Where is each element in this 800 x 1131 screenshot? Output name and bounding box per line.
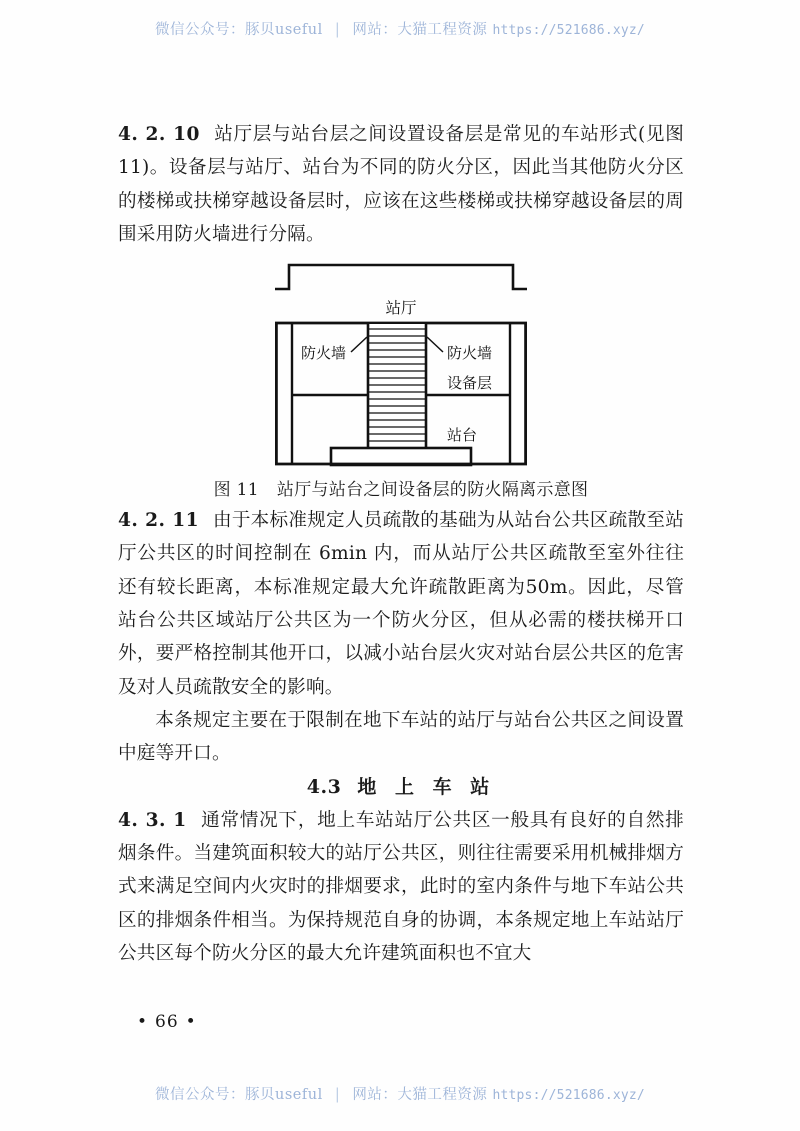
roof-outline bbox=[275, 265, 527, 289]
watermark-wechat-label: 微信公众号：豚贝useful bbox=[155, 22, 323, 38]
section-heading-4-3 bbox=[118, 771, 684, 804]
page-number bbox=[130, 1012, 204, 1032]
section-heading-title: 地 上 车 站 bbox=[357, 775, 496, 798]
section-heading-number: 4.3 bbox=[306, 775, 342, 798]
clause-text-4-2-11: 由于本标准规定人员疏散的基础为从站台公共区疏散至站厅公共区的时间控制在 6min 内，而从站厅公共区疏散至室外往往还有较长距离，本标准规定最大允许疏散距离为50m。因此，尽管站台公共区域站厅公共区为一个防火分区，但从必需的楼扶梯开口外，要严格控制其他开口，以减小站台层火灾对站台层公共区的危害及对人员疏散安全的影响。 bbox=[118, 510, 684, 698]
page-number-value: 66 bbox=[155, 1012, 179, 1032]
clause-4-2-10 bbox=[118, 118, 684, 251]
watermark-site-label: 网站：大猫工程资源 bbox=[352, 1087, 488, 1103]
clause-4-2-11-paragraph-2 bbox=[118, 704, 684, 771]
watermark-wechat-label: 微信公众号：豚贝useful bbox=[155, 1087, 323, 1103]
figure-caption-title: 站厅与站台之间设备层的防火隔离示意图 bbox=[276, 480, 589, 501]
leader-firewall-left bbox=[351, 337, 367, 352]
clause-number-4-2-11: 4. 2. 11 bbox=[118, 510, 199, 532]
label-platform: 站台 bbox=[447, 426, 478, 445]
clause-number-4-3-1: 4. 3. 1 bbox=[118, 809, 187, 831]
clause-text-4-3-1: 通常情况下，地上车站站厅公共区一般具有良好的自然排烟条件。当建筑面积较大的站厅公共区，则往往需要采用机械排烟方式来满足空间内火灾时的排烟要求，此时的室内条件与地下车站公共区的排烟条件相当。为保持规范自身的协调，本条规定地上车站站厅公共区每个防火分区的最大允许建筑面积也不宜大 bbox=[118, 809, 684, 965]
clause-text-4-2-11-p2: 本条规定主要在于限制在地下车站的站厅与站台公共区之间设置中庭等开口。 bbox=[118, 709, 684, 765]
watermark-url: https://521686.xyz/ bbox=[492, 1088, 645, 1103]
figure-11 bbox=[118, 251, 684, 504]
label-firewall-left: 防火墙 bbox=[301, 344, 347, 363]
page-number-dot-right: • bbox=[185, 1012, 197, 1032]
figure-11-caption bbox=[118, 476, 684, 504]
figure-caption-label: 图 11 bbox=[213, 480, 259, 501]
label-concourse: 站厅 bbox=[385, 299, 417, 318]
figure-11-drawing bbox=[271, 251, 531, 476]
watermark-separator: | bbox=[334, 22, 341, 38]
clause-4-3-1 bbox=[118, 804, 684, 970]
clause-text-4-2-10: 站厅层与站台层之间设置设备层是常见的车站形式(见图 11)。设备层与站厅、站台为不同的防火分区，因此当其他防火分区的楼梯或扶梯穿越设备层时，应该在这些楼梯或扶梯穿越设备层的周围采用防火墙进行分隔。 bbox=[118, 124, 684, 245]
clause-number-4-2-10: 4. 2. 10 bbox=[118, 124, 200, 145]
page-number-dot-left: • bbox=[137, 1012, 149, 1032]
watermark-header bbox=[0, 18, 800, 39]
watermark-site-label: 网站：大猫工程资源 bbox=[352, 22, 488, 38]
clause-4-2-11 bbox=[118, 504, 684, 704]
watermark-url: https://521686.xyz/ bbox=[492, 23, 645, 38]
shaft-hatching bbox=[368, 324, 426, 448]
text-column bbox=[118, 118, 684, 970]
label-equipment-floor: 设备层 bbox=[447, 374, 493, 393]
watermark-separator: | bbox=[334, 1087, 341, 1103]
leader-firewall-right bbox=[427, 337, 443, 352]
watermark-footer bbox=[0, 1083, 800, 1104]
platform-plinth bbox=[331, 448, 471, 465]
label-firewall-right: 防火墙 bbox=[447, 344, 493, 363]
